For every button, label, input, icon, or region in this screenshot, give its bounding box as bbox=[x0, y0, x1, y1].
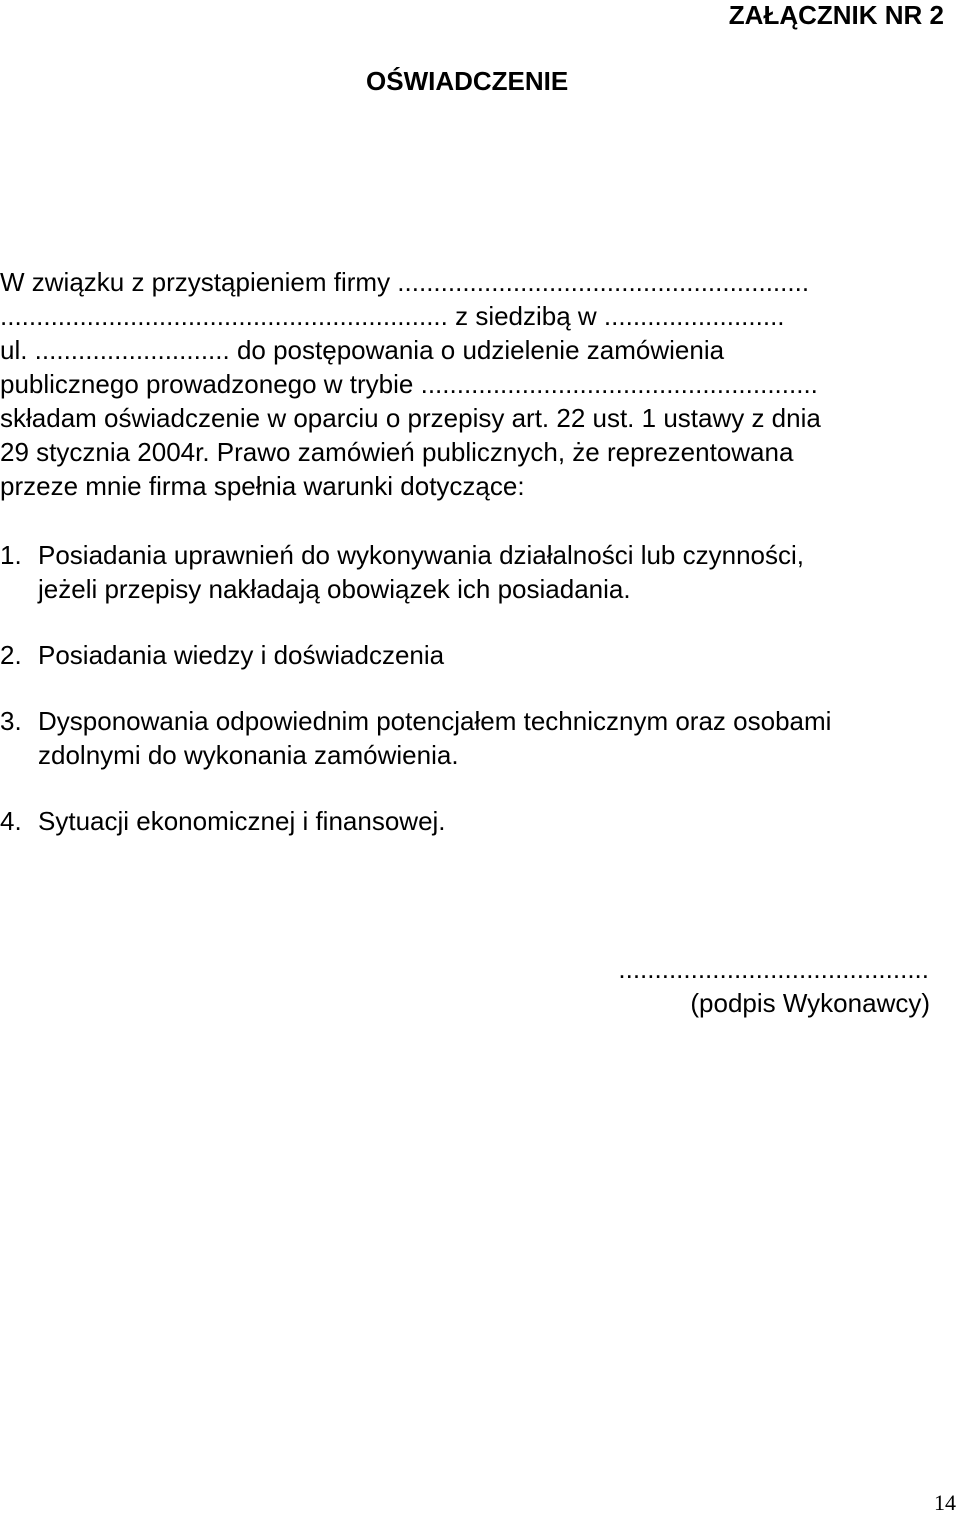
intro-line: składam oświadczenie w oparciu o przepisy art. 22 ust. 1 ustawy z dnia bbox=[0, 403, 821, 433]
condition-line: Dysponowania odpowiednim potencjałem technicznym oraz osobami bbox=[38, 706, 832, 736]
signature-label: (podpis Wykonawcy) bbox=[690, 988, 930, 1018]
conditions-list bbox=[0, 538, 960, 838]
intro-paragraph bbox=[0, 265, 960, 503]
intro-line: .............................................................. z siedzibą w ......................... bbox=[0, 301, 785, 331]
condition-number: 4. bbox=[0, 806, 22, 836]
condition-item bbox=[0, 538, 960, 606]
intro-line: 29 stycznia 2004r. Prawo zamówień publicznych, że reprezentowana bbox=[0, 437, 794, 467]
condition-number: 3. bbox=[0, 706, 22, 736]
condition-item bbox=[0, 638, 960, 672]
signature-block bbox=[618, 952, 930, 1020]
condition-line: Posiadania wiedzy i doświadczenia bbox=[38, 640, 445, 670]
condition-item bbox=[0, 804, 960, 838]
condition-number: 2. bbox=[0, 640, 22, 670]
document-title: OŚWIADCZENIE bbox=[366, 66, 569, 96]
signature-line: ........................................... bbox=[618, 954, 929, 984]
condition-line: Sytuacji ekonomicznej i finansowej. bbox=[38, 806, 446, 836]
condition-line: jeżeli przepisy nakładają obowiązek ich posiadania. bbox=[38, 574, 631, 604]
condition-item bbox=[0, 704, 960, 772]
condition-number: 1. bbox=[0, 540, 22, 570]
intro-line: przeze mnie firma spełnia warunki dotyczące: bbox=[0, 471, 525, 501]
condition-line: Posiadania uprawnień do wykonywania działalności lub czynności, bbox=[38, 540, 804, 570]
attachment-label: ZAŁĄCZNIK NR 2 bbox=[728, 0, 944, 30]
page-number: 14 bbox=[934, 1490, 956, 1515]
intro-line: ul. ........................... do postępowania o udzielenie zamówienia bbox=[0, 335, 725, 365]
intro-line: publicznego prowadzonego w trybie ....................................................... bbox=[0, 369, 818, 399]
condition-line: zdolnymi do wykonania zamówienia. bbox=[38, 740, 459, 770]
intro-line: W związku z przystąpieniem firmy ......................................................... bbox=[0, 267, 810, 297]
